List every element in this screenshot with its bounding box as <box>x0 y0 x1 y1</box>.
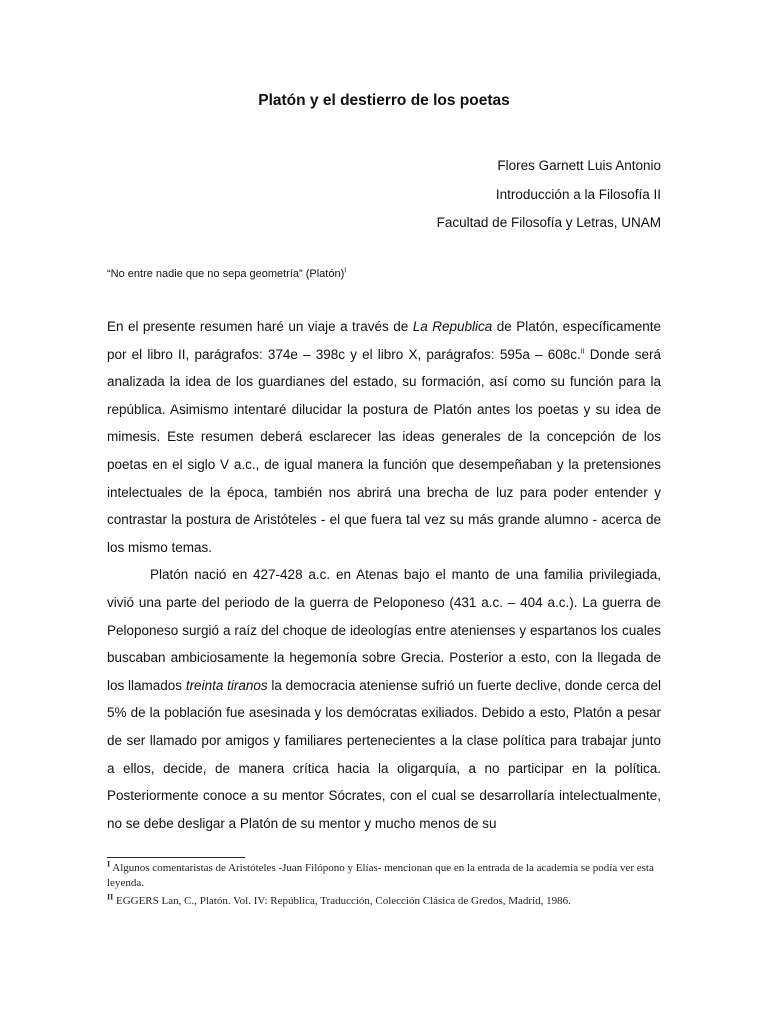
book-title: La Republica <box>412 319 493 334</box>
paragraph-intro-part1: En el presente resumen haré un viaje a través de <box>107 319 413 334</box>
document-title: Platón y el destierro de los poetas <box>258 92 510 109</box>
paragraph-biography <box>107 561 661 837</box>
author-block <box>437 152 661 238</box>
body-text <box>107 313 661 837</box>
footnote-ref-2: II <box>580 348 585 356</box>
paragraph-biography-part1: Platón nació en 427-428 a.c. en Atenas bajo el manto de una familia privilegiada, vivió una parte del periodo de la guerra de Peloponeso (431 a.c. – 404 a.c.). La guerra de Peloponeso surgió a raíz del choque de ideologías entre atenienses y espartanos los cuales buscaban ambiciosamente la hegemonía sobre Grecia. Posterior a esto, con la llegada de los llamados <box>107 567 661 693</box>
author-name: Flores Garnett Luis Antonio <box>497 158 661 173</box>
footnotes <box>107 861 663 912</box>
epigraph <box>107 268 346 280</box>
footnote-marker: I <box>107 859 111 869</box>
footnote-text: Algunos comentaristas de Aristóteles -Juan Filópono y Elías- mencionan que en la entrada de la academia se podía ver esta leyenda. <box>107 862 654 889</box>
footnote-ref-1: I <box>344 267 347 275</box>
course-name: Introducción a la Filosofía II <box>495 186 661 202</box>
paragraph-intro-part2: de Platón, específicamente por el libro II, parágrafos: 374e – 398c y el libro X, parágrafos: 595a – 608c. <box>107 319 661 362</box>
paragraph-intro <box>107 313 661 561</box>
faculty-name: Facultad de Filosofía y Letras, UNAM <box>436 215 661 230</box>
epigraph-text: “No entre nadie que no sepa geometría” (Platón) <box>107 268 345 280</box>
footnote-1 <box>107 861 663 891</box>
italic-term: treinta tiranos <box>185 677 268 693</box>
footnote-marker: II <box>107 892 114 902</box>
footnote-separator <box>107 857 245 858</box>
paragraph-intro-part3: Donde será analizada la idea de los guardianes del estado, su formación, así como su función para la república. Asimismo intentaré dilucidar la postura de Platón antes los poetas y su idea de mimesis. Este resumen deberá esclarecer las ideas generales de la concepción de los poetas en el siglo V a.c., de igual manera la función que desempeñaban y la pretensiones intelectuales de la época, también nos abrirá una brecha de luz para poder entender y contrastar la postura de Aristóteles - el que fuera tal vez su más grande alumno - acerca de los mismo temas. <box>107 346 661 555</box>
footnote-text: EGGERS Lan, C., Platón. Vol. IV: República, Traducción, Colección Clásica de Gredos, Madrid, 1986. <box>115 895 571 907</box>
footnote-2 <box>107 894 663 909</box>
paragraph-biography-part2: la democracia ateniense sufrió un fuerte declive, donde cerca del 5% de la población fue asesinada y los demócratas exiliados. Debido a esto, Platón a pesar de ser llamado por amigos y familiares pertenecientes a la clase política para trabajar junto a ellos, decide, de manera crítica hacia la oligarquía, a no participar en la política. Posteriormente conoce a su mentor Sócrates, con el cual se desarrollaría intelectualmente, no se debe desligar a Platón de su mentor y mucho menos de su <box>107 677 661 831</box>
